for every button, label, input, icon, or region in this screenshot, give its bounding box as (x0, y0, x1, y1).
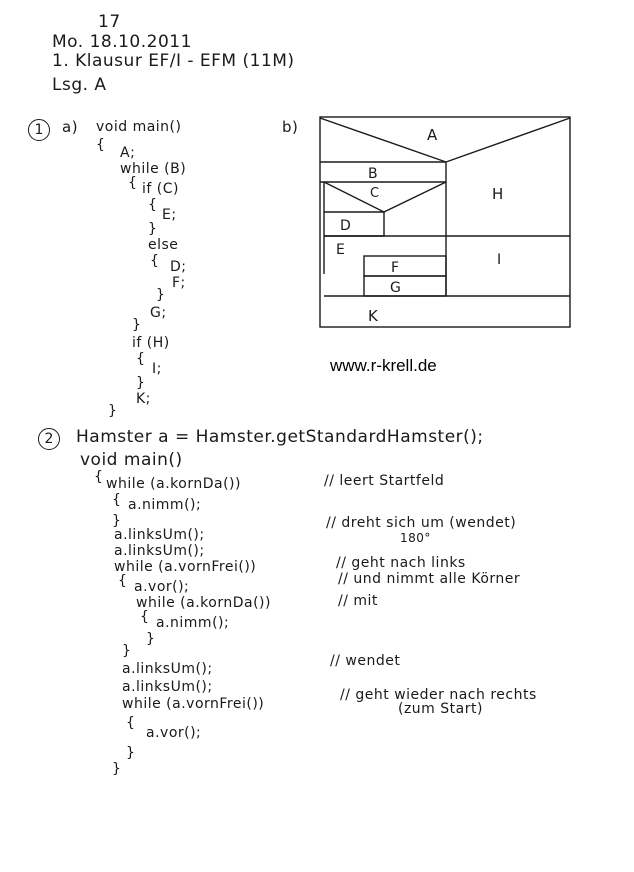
g-box (364, 276, 446, 296)
code-line: a.linksUm(); (122, 661, 213, 677)
task-1a-label: a) (62, 118, 79, 136)
code-line: } (122, 643, 132, 659)
code-line: } (156, 287, 166, 303)
code-line: a.linksUm(); (114, 527, 205, 543)
code-line: while (a.kornDa()) (106, 476, 241, 492)
code-line: while (B) (120, 161, 187, 177)
code-line: a.nimm(); (128, 497, 202, 513)
diagram-label-f: F (391, 260, 400, 276)
website-url: www.r-krell.de (330, 356, 437, 375)
diagram-label-a: A (427, 126, 438, 144)
code-comment: // mit (338, 593, 378, 609)
code-comment: // leert Startfeld (324, 473, 445, 489)
code-line: } (148, 221, 158, 237)
code-line: I; (152, 361, 162, 377)
code-line: void main() (80, 450, 183, 470)
code-comment: // wendet (330, 653, 401, 669)
code-line: a.linksUm(); (122, 679, 213, 695)
d-box (324, 212, 384, 236)
code-line: { (128, 175, 138, 191)
diagram-label-e: E (336, 242, 345, 258)
code-line: a.nimm(); (156, 615, 230, 631)
code-line: { (96, 137, 106, 153)
code-line: { (94, 469, 104, 485)
diagram-label-k: K (368, 307, 378, 325)
code-line: { (112, 492, 122, 508)
code-line: { (126, 715, 136, 731)
date: Mo. 18.10.2011 (52, 32, 192, 52)
diagram-label-c: C (370, 186, 380, 201)
code-line: a.vor(); (146, 725, 202, 741)
diagram-label-i: I (497, 252, 502, 268)
code-line: while (a.kornDa()) (136, 595, 271, 611)
code-line: } (108, 403, 118, 419)
code-line: if (H) (132, 335, 170, 351)
code-line: D; (170, 259, 187, 275)
code-line: while (a.vornFrei()) (122, 696, 265, 712)
code-line: } (146, 631, 156, 647)
exam-title: 1. Klausur EF/I - EFM (11M) (52, 51, 295, 71)
code-line: a.linksUm(); (114, 543, 205, 559)
code-comment: // dreht sich um (wendet) (326, 515, 517, 531)
code-line: a.vor(); (134, 579, 190, 595)
code-line: } (132, 317, 142, 333)
code-line: } (112, 761, 122, 777)
code-line: { (140, 609, 150, 625)
code-line: { (136, 351, 146, 367)
code-line: { (150, 253, 160, 269)
code-line: K; (136, 391, 151, 407)
decision-c-line-right (384, 182, 446, 212)
code-comment: (zum Start) (398, 701, 483, 717)
code-comment: 180° (400, 531, 431, 545)
f-box (364, 256, 446, 276)
code-line: if (C) (142, 181, 179, 197)
code-line: } (136, 375, 146, 391)
code-line: E; (162, 207, 177, 223)
date-correction: 17 (98, 12, 121, 32)
diagram-label-h: H (492, 185, 504, 203)
code-line: G; (150, 305, 167, 321)
task-1-number: 1 (28, 119, 50, 141)
code-comment: // und nimmt alle Körner (338, 571, 521, 587)
code-comment: // geht nach links (336, 555, 466, 571)
diagram-label-g: G (390, 280, 401, 296)
code-line: } (112, 513, 122, 529)
code-line: { (148, 197, 158, 213)
code-line: else (148, 237, 179, 253)
decision-a-line-right (446, 118, 570, 162)
task-2-number: 2 (38, 428, 60, 450)
diagram-label-d: D (340, 218, 351, 234)
code-line: void main() (96, 119, 182, 135)
code-comment: // geht wieder nach rechts (340, 687, 537, 703)
solution-label: Lsg. A (52, 75, 107, 95)
code-line: { (118, 573, 128, 589)
task-1b-label: b) (282, 118, 299, 136)
code-line: Hamster a = Hamster.getStandardHamster(); (76, 427, 484, 447)
code-line: A; (120, 145, 136, 161)
code-line: F; (172, 275, 186, 291)
code-line: while (a.vornFrei()) (114, 559, 257, 575)
code-line: } (126, 745, 136, 761)
diagram-label-b: B (368, 166, 378, 182)
